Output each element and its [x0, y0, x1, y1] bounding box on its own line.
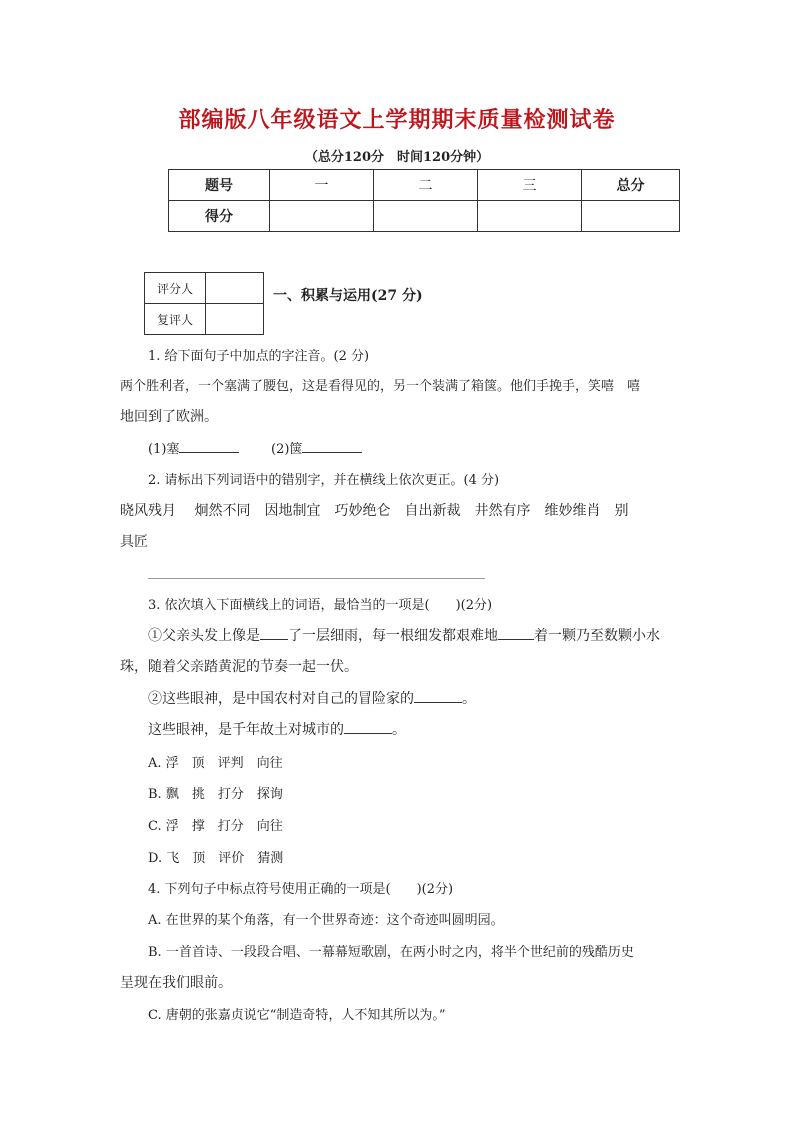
score-input-cell[interactable] [270, 201, 374, 232]
option-c[interactable]: C. 浮 撑 打分 向往 [148, 819, 283, 834]
text-segment: 。 [392, 722, 406, 738]
reviewer-input-cell[interactable] [206, 304, 264, 335]
exam-subtitle: （总分120分 时间120分钟） [304, 150, 490, 165]
option-c[interactable]: C. 唐朝的张嘉贞说它“制造奇特，人不知其所以为。” [148, 1008, 446, 1023]
option-a[interactable]: A. 浮 顶 评判 向往 [148, 756, 283, 771]
text-segment: 了一层细雨，每一根细发都艰难地 [288, 628, 498, 644]
score-input-cell[interactable] [478, 201, 582, 232]
question-3-sentence-1 [148, 625, 660, 645]
header-cell: 题号 [169, 170, 270, 201]
answer-blank[interactable] [260, 639, 288, 640]
question-2-words-cont: 具匠 [120, 534, 148, 550]
answer-blank[interactable] [498, 639, 534, 640]
answer-blank[interactable] [344, 733, 392, 734]
answer-blank[interactable] [302, 452, 362, 453]
item-label: (2)箧 [271, 442, 303, 457]
grader-table [144, 272, 264, 335]
question-1-item-2 [271, 438, 362, 457]
option-d[interactable]: D. 飞 顶 评价 猜测 [148, 851, 284, 866]
header-cell: 总分 [582, 170, 680, 201]
option-a[interactable]: A. 在世界的某个角落，有一个世界奇迹：这个奇迹叫圆明园。 [148, 913, 504, 928]
text-segment: ①父亲头发上像是 [148, 628, 260, 644]
question-2-words: 晓风残月 炯然不同 因地制宜 巧妙绝仑 自出新裁 井然有序 维妙维肖 别 [120, 503, 629, 519]
option-b[interactable]: B. 一首首诗、一段段合唱、一幕幕短歌剧，在两小时之内，将半个世纪前的残酷历史 [148, 945, 634, 960]
question-4-stem: 4. 下列句子中标点符号使用正确的一项是( )(2分) [148, 882, 454, 897]
question-3-sentence-1-cont: 珠，随着父亲踏黄泥的节奏一起一伏。 [120, 659, 358, 675]
question-3-stem: 3. 依次填入下面横线上的词语，最恰当的一项是( )(2分) [148, 598, 493, 613]
text-segment: 着一颗乃至数颗小水 [534, 628, 660, 644]
option-b[interactable]: B. 飘 挑 打分 探询 [148, 787, 283, 802]
grader-label: 评分人 [145, 273, 206, 304]
answer-blank[interactable] [414, 702, 462, 703]
score-table-row [169, 201, 680, 232]
answer-line[interactable] [148, 578, 485, 579]
question-2-stem: 2. 请标出下列词语中的错别字，并在横线上依次更正。(4 分) [148, 473, 500, 488]
answer-blank[interactable] [179, 452, 239, 453]
question-3-sentence-2 [148, 688, 476, 708]
score-table-header-row [169, 170, 680, 201]
score-input-cell[interactable] [582, 201, 680, 232]
header-cell: 三 [478, 170, 582, 201]
header-cell: 一 [270, 170, 374, 201]
score-input-cell[interactable] [374, 201, 478, 232]
text-segment: 。 [462, 691, 476, 707]
question-1-passage: 两个胜利者，一个塞满了腰包，这是看得见的，另一个装满了箱箧。他们手挽手，笑嘻 嘻 [120, 379, 641, 394]
grader-input-cell[interactable] [206, 273, 264, 304]
section-title: 一、积累与运用(27 分) [273, 288, 423, 304]
row-label-cell: 得分 [169, 201, 270, 232]
score-table [168, 169, 680, 232]
reviewer-label: 复评人 [145, 304, 206, 335]
question-1-stem: 1. 给下面句子中加点的字注音。(2 分) [148, 349, 370, 364]
question-3-sentence-3 [148, 719, 406, 739]
option-b-cont: 呈现在我们眼前。 [120, 975, 232, 991]
text-segment: 这些眼神，是千年故土对城市的 [148, 722, 344, 738]
exam-title: 部编版八年级语文上学期期末质量检测试卷 [178, 107, 616, 133]
reviewer-row [145, 304, 264, 335]
text-segment: ②这些眼神，是中国农村对自己的冒险家的 [148, 691, 414, 707]
item-label: (1)塞 [148, 442, 180, 457]
question-1-item-1 [148, 438, 239, 457]
question-1-passage-cont: 地回到了欧洲。 [120, 409, 218, 425]
header-cell: 二 [374, 170, 478, 201]
grader-row [145, 273, 264, 304]
